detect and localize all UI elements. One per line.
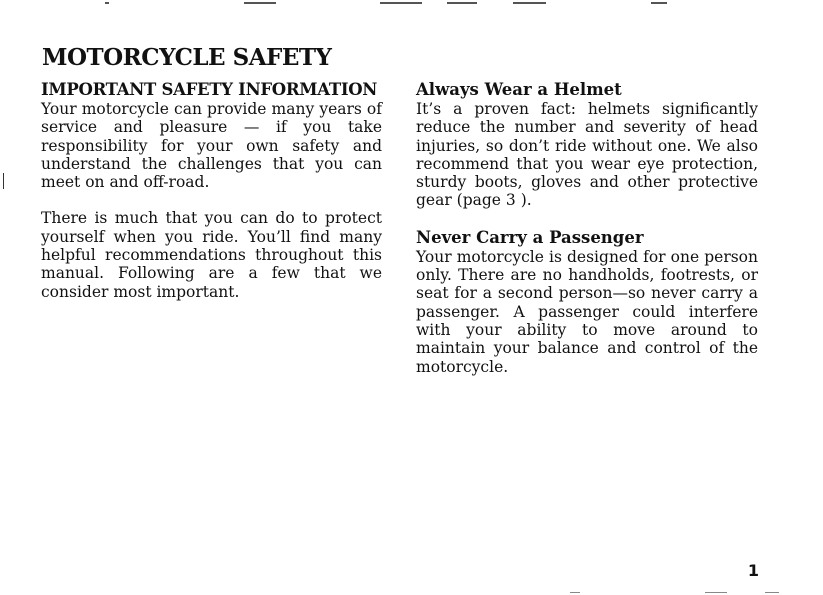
page-number: 1 [747, 561, 759, 580]
page-title: MOTORCYCLE SAFETY [42, 44, 332, 71]
right-column [416, 80, 758, 394]
paragraph-intro: Your motorcycle can provide many years of service and pleasure — if you take responsibility for your own safety and understand the challenges that you can meet on and off-road. [41, 100, 382, 192]
section-heading-passenger: Never Carry a Passenger [416, 227, 644, 247]
paragraph-passenger: Your motorcycle is designed for one person only. There are no handholds, footrests, or seat for a second person—so never carry a passenger. A passenger could interfere with your ability to move around to maintain your balance and control of the motorcycle. [416, 247, 758, 376]
top-scan-marks [0, 0, 823, 8]
left-edge-mark [3, 173, 4, 189]
paragraph-helmet: It’s a proven fact: helmets significantly reduce the number and severity of head injuries, so don’t ride without one. We also recommend that you wear eye protection, sturdy boots, gloves and other protective gear (page 3 ). [416, 100, 758, 210]
section-heading-helmet: Always Wear a Helmet [416, 80, 622, 99]
left-column [41, 80, 382, 319]
section-heading-important-safety: IMPORTANT SAFETY INFORMATION [41, 80, 378, 99]
paragraph-protect-yourself: There is much that you can do to protect yourself when you ride. You’ll find many helpful recommendations throughout this manual. Following are a few that we consider most important. [41, 209, 382, 301]
